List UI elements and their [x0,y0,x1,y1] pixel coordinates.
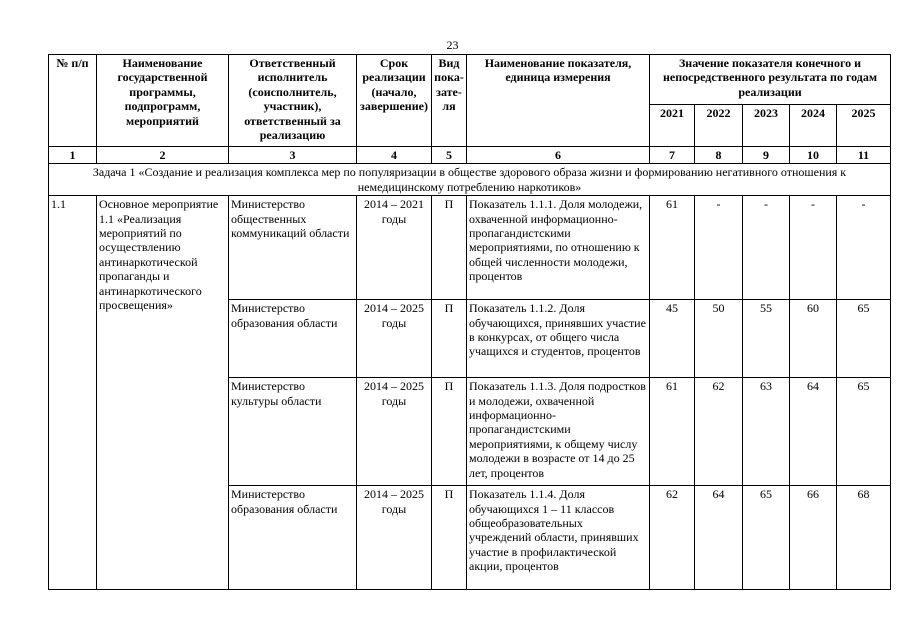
indicator-cell: Показатель 1.1.1. Доля молодежи, охваченной информационно-пропагандистскими мероприятиями, по отношению к общей численности молодежи, процентов [467,196,650,300]
value-2024: 60 [790,300,837,378]
kind-cell: П [432,378,467,486]
period-cell: 2014 – 2021 годы [357,196,432,300]
column-number: 5 [432,147,467,164]
column-number: 3 [229,147,357,164]
value-2024: 64 [790,378,837,486]
header-year-2024: 2024 [790,105,837,147]
column-number: 10 [790,147,837,164]
program-table [48,54,891,590]
header-period: Срок реализации (начало, завершение) [357,55,432,147]
period-cell: 2014 – 2025 годы [357,486,432,590]
task-title: Задача 1 «Создание и реализация комплекса мер по популяризации в обществе здорового образа жизни и формированию негативного отношения к немедицинскому потреблению наркотиков» [49,164,891,196]
executor-cell: Министерство образования области [229,486,357,590]
header-values-group: Значение показателя конечного и непосредственного результата по годам реализации [650,55,891,105]
column-number: 9 [743,147,790,164]
header-year-2021: 2021 [650,105,695,147]
column-number: 11 [837,147,891,164]
header-name: Наименование государственной программы, подпрограмм, мероприятий [97,55,229,147]
indicator-cell: Показатель 1.1.4. Доля обучающихся 1 – 11 классов общеобразовательных учреждений области, принявших участие в профилактической акции, процентов [467,486,650,590]
kind-cell: П [432,196,467,300]
indicator-cell: Показатель 1.1.2. Доля обучающихся, принявших участие в конкурсах, от общего числа учащихся и студентов, процентов [467,300,650,378]
value-2023: 65 [743,486,790,590]
executor-cell: Министерство культуры области [229,378,357,486]
value-2023: - [743,196,790,300]
value-2023: 55 [743,300,790,378]
kind-cell: П [432,486,467,590]
header-num: № п/п [49,55,97,147]
header-kind: Вид пока-зате-ля [432,55,467,147]
value-2021: 61 [650,378,695,486]
period-cell: 2014 – 2025 годы [357,300,432,378]
table-row [49,196,891,300]
value-2023: 63 [743,378,790,486]
value-2021: 61 [650,196,695,300]
indicator-cell: Показатель 1.1.3. Доля подростков и молодежи, охваченной информационно-пропагандистскими мероприятиями, к общему числу молодежи в возрасте от 14 до 25 лет, процентов [467,378,650,486]
column-number: 7 [650,147,695,164]
measure-name: Основное мероприятие 1.1 «Реализация мероприятий по осуществлению антинаркотической пропаганды и антинаркотического просвещения» [97,196,229,590]
kind-cell: П [432,300,467,378]
page-number: 23 [446,38,459,52]
value-2022: 64 [695,486,743,590]
column-number: 4 [357,147,432,164]
value-2025: 65 [837,378,891,486]
column-number-row [49,147,891,164]
value-2022: - [695,196,743,300]
period-cell: 2014 – 2025 годы [357,378,432,486]
value-2022: 62 [695,378,743,486]
column-number: 2 [97,147,229,164]
executor-cell: Министерство общественных коммуникаций области [229,196,357,300]
header-year-2023: 2023 [743,105,790,147]
column-number: 8 [695,147,743,164]
header-year-2022: 2022 [695,105,743,147]
value-2021: 45 [650,300,695,378]
value-2021: 62 [650,486,695,590]
value-2025: - [837,196,891,300]
header-indicator: Наименование показателя, единица измерения [467,55,650,147]
column-number: 1 [49,147,97,164]
task-row [49,164,891,196]
column-number: 6 [467,147,650,164]
header-year-2025: 2025 [837,105,891,147]
value-2024: - [790,196,837,300]
measure-number: 1.1 [49,196,97,590]
value-2025: 68 [837,486,891,590]
header-executor: Ответственный исполнитель (соисполнитель, участник), ответственный за реализацию [229,55,357,147]
executor-cell: Министерство образования области [229,300,357,378]
value-2024: 66 [790,486,837,590]
value-2025: 65 [837,300,891,378]
value-2022: 50 [695,300,743,378]
